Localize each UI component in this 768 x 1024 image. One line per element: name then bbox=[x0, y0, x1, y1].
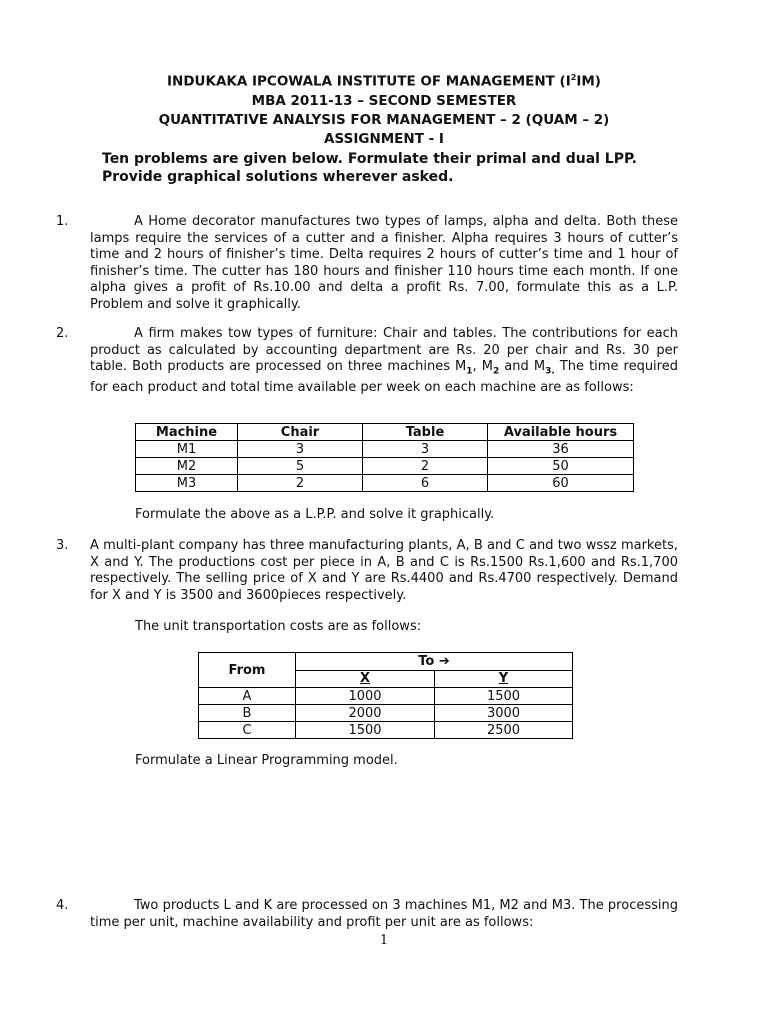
table-row: C 1500 2500 bbox=[199, 722, 573, 739]
institute-name: INDUKAKA IPCOWALA INSTITUTE OF MANAGEMENT $(I^2IM)$ bbox=[167, 73, 601, 90]
table-row: M2 5 2 50 bbox=[136, 458, 634, 475]
question-2-number: 2. bbox=[56, 326, 69, 341]
transport-costs-intro: The unit transportation costs are as follows: bbox=[135, 619, 422, 634]
table-row: M1 3 3 36 bbox=[136, 441, 634, 458]
table-header-row: Machine Chair Table Available hours bbox=[136, 424, 634, 441]
question-3-text: A multi-plant company has three manufacturing plants, A, B and C and two wssz markets, X and Y. The productions cost per piece in A, B and C is Rs.1500 Rs.1,600 and Rs.1,700 respectively. The selling price of X and Y are Rs.4400 and Rs.4700 respectively. Demand for X and Y is 3500 and 3600pieces respectively. bbox=[90, 538, 678, 603]
transport-cost-table: From To ➔ X Y A 1000 1500 B 2000 3000 C 1500 2500 bbox=[198, 652, 573, 739]
question-2-footer: Formulate the above as a L.P.P. and solve it graphically. bbox=[135, 507, 495, 522]
machine-hours-table bbox=[135, 423, 634, 492]
instructions: Ten problems are given below. Formulate their primal and dual LPP. Provide graphical solutions wherever asked. bbox=[102, 151, 638, 185]
question-3-number: 3. bbox=[56, 538, 69, 553]
program-line: MBA 2011-13 – SECOND SEMESTER bbox=[251, 92, 517, 109]
table-row: A 1000 1500 bbox=[199, 688, 573, 705]
assignment-title: ASSIGNMENT - I bbox=[324, 130, 444, 147]
question-3-footer: Formulate a Linear Programming model. bbox=[135, 753, 398, 768]
course-title: QUANTITATIVE ANALYSIS FOR MANAGEMENT – 2 (QUAM – 2) bbox=[158, 111, 610, 128]
question-1-text: A Home decorator manufactures two types of lamps, alpha and delta. Both these lamps require the services of a cutter and a finisher. Alpha requires 3 hours of cutter’s time and 2 hours of finisher’s time. Delta requires 2 hours of cutter’s time and 1 hour of finisher’s time. The cutter has 180 hours and finisher 110 hours time each month. If one alpha gives a profit of Rs.10.00 and delta a profit Rs. 7.00, formulate this as a L.P. Problem and solve it graphically. bbox=[90, 214, 678, 312]
table-row: B 2000 3000 bbox=[199, 705, 573, 722]
question-4-number: 4. bbox=[56, 898, 69, 913]
page-number: 1 bbox=[379, 933, 389, 948]
question-2-text: A firm makes tow types of furniture: Chair and tables. The contributions for each product as calculated by accounting department are Rs. 20 per chair and Rs. 30 per table. Both products are processed on three machines $M_1$, $M_2$ and $M_{3.}$ The time required for each product and total time available per week on each machine are as follows: bbox=[90, 326, 678, 396]
question-1-number: 1. bbox=[56, 214, 69, 229]
table-row: M3 2 6 60 bbox=[136, 475, 634, 492]
question-4-text: Two products L and K are processed on 3 machines M1, M2 and M3. The processing time per unit, machine availability and profit per unit are as follows: bbox=[90, 898, 678, 930]
document-header bbox=[0, 68, 768, 149]
